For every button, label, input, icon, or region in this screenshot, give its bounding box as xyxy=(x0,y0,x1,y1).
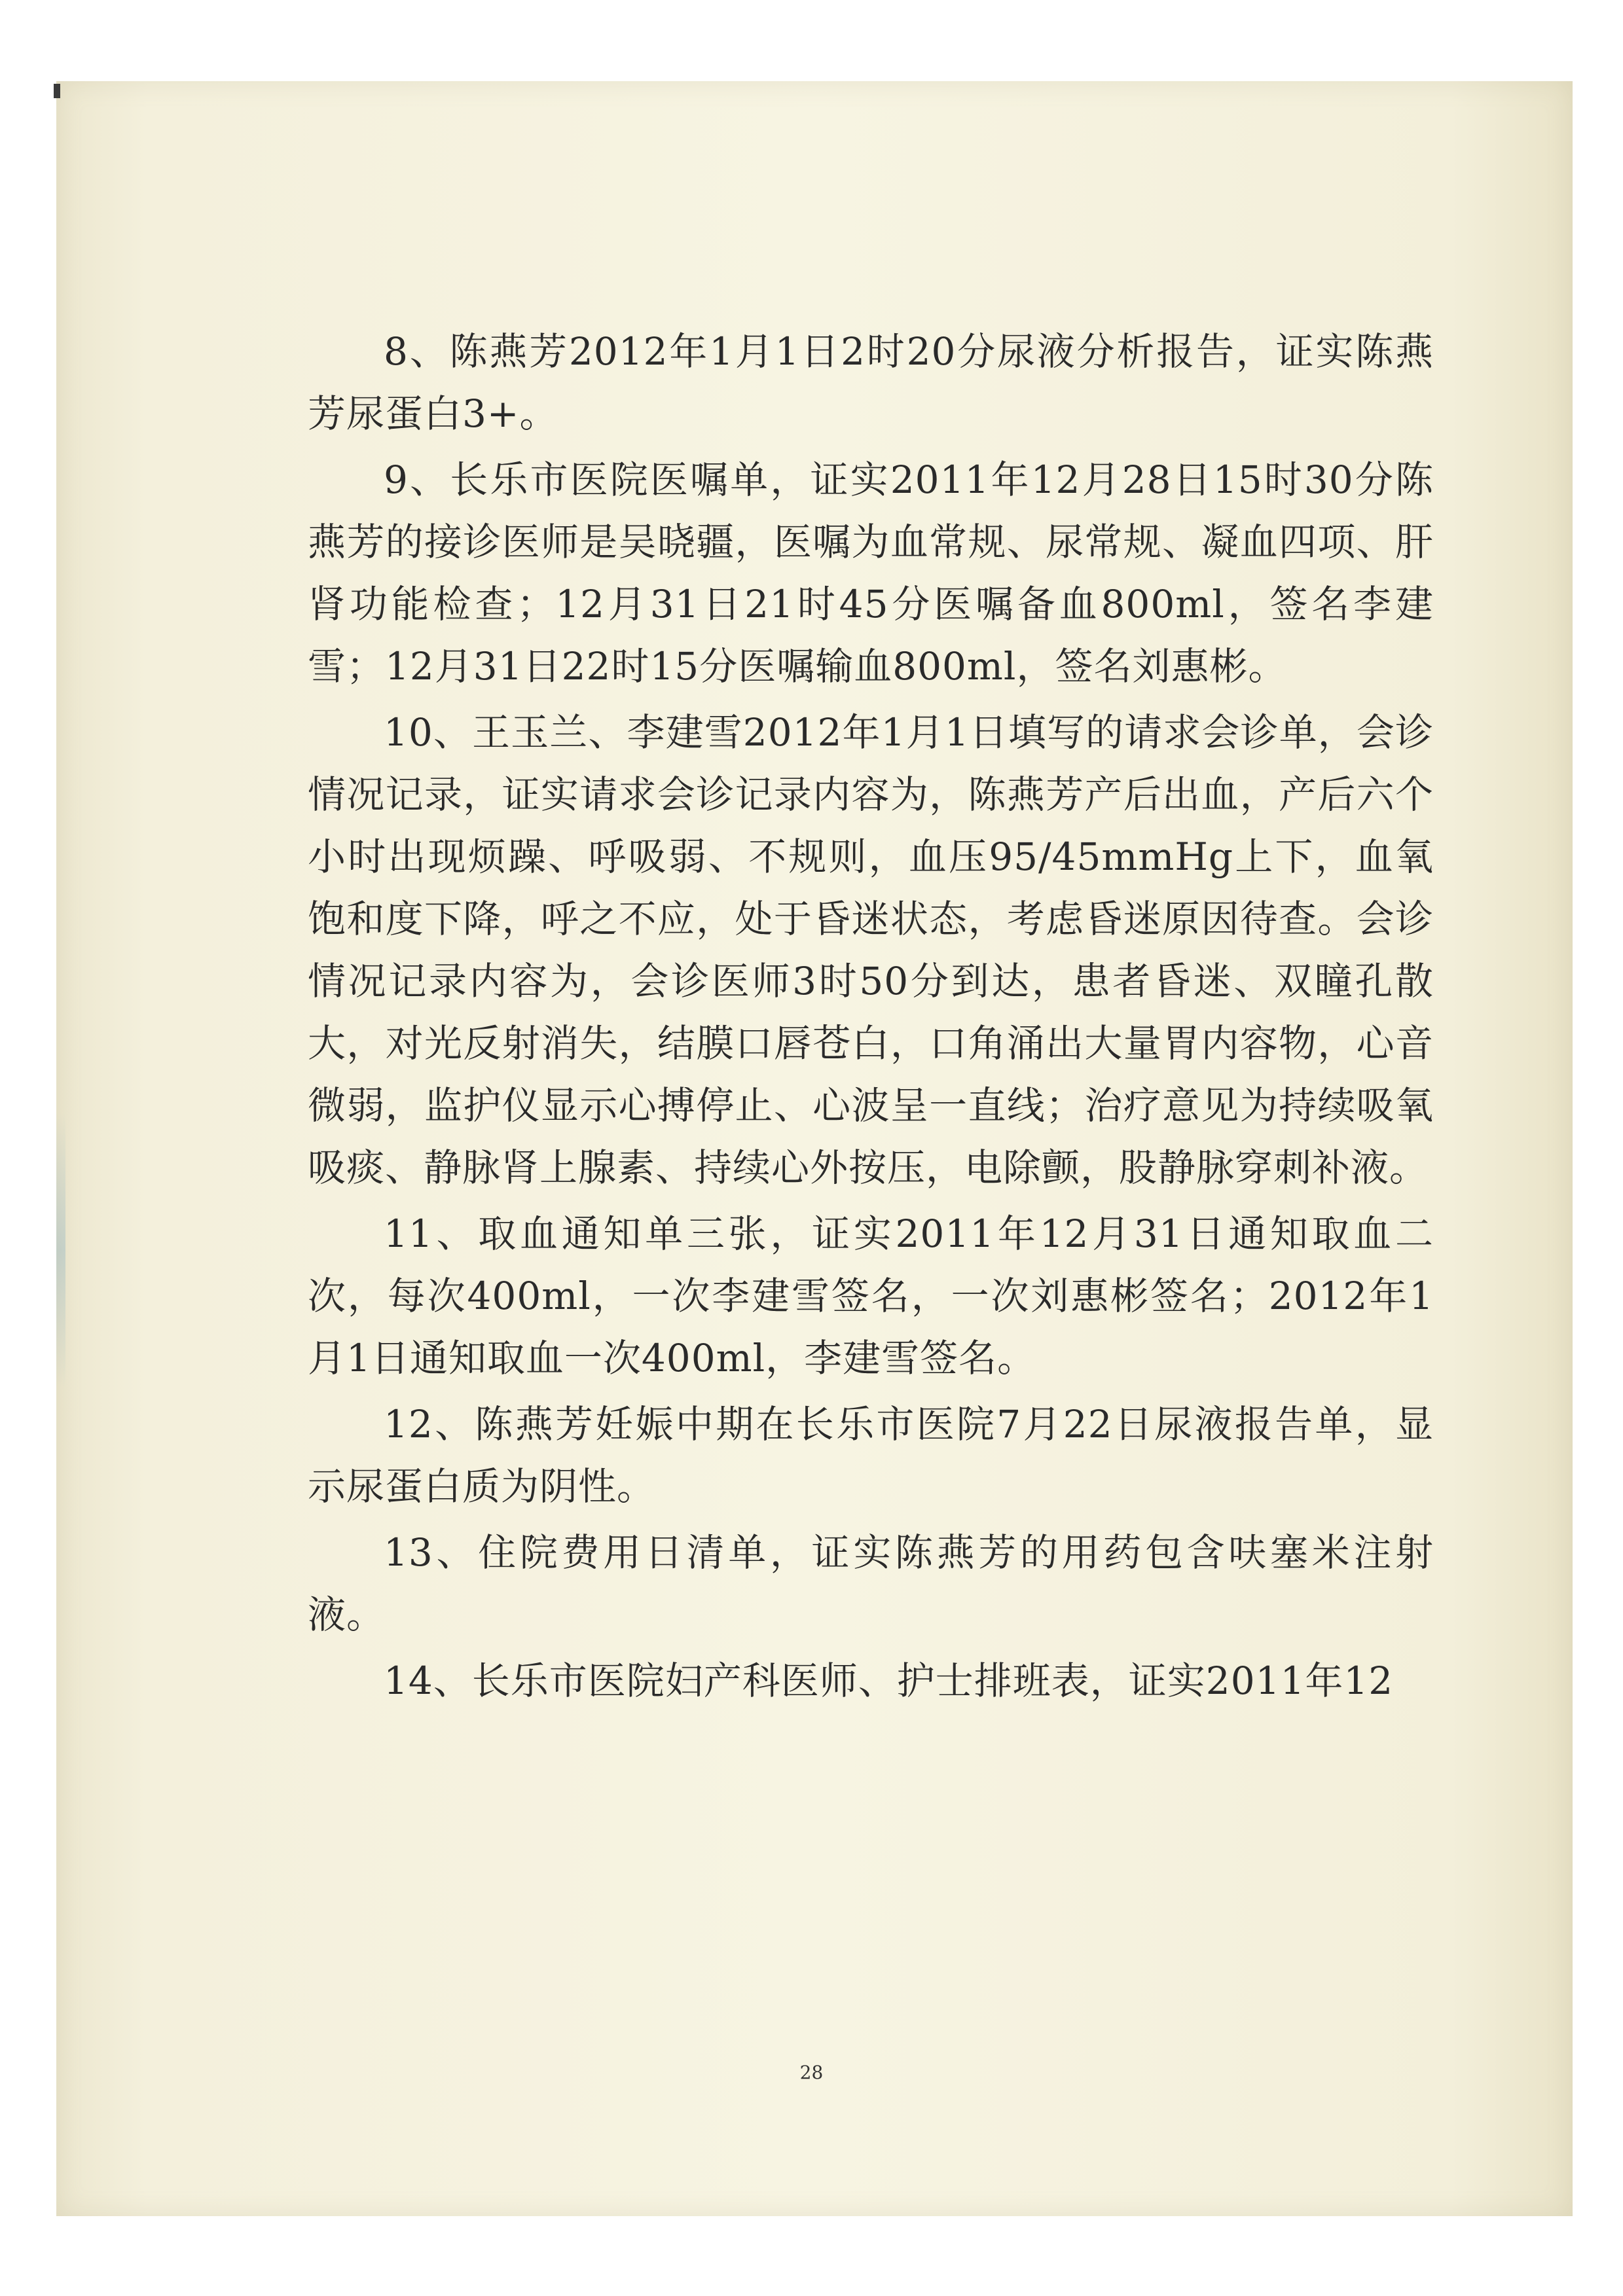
paragraph-item-10: 10、王玉兰、李建雪2012年1月1日填写的请求会诊单，会诊情况记录，证实请求会诊记录内容为，陈燕芳产后出血，产后六个小时出现烦躁、呼吸弱、不规则，血压95/45mmHg上下，血氧饱和度下降，呼之不应，处于昏迷状态，考虑昏迷原因待查。会诊情况记录内容为，会诊医师3时50分到达，患者昏迷、双瞳孔散大，对光反射消失，结膜口唇苍白，口角涌出大量胃内容物，心音微弱，监护仪显示心搏停止、心波呈一直线；治疗意见为持续吸氧吸痰、静脉肾上腺素、持续心外按压，电除颤，股静脉穿刺补液。 xyxy=(308,710,1434,1190)
paragraph-item-9: 9、长乐市医院医嘱单，证实2011年12月28日15时30分陈燕芳的接诊医师是吴晓疆，医嘱为血常规、尿常规、凝血四项、肝肾功能检查；12月31日21时45分医嘱备血800ml，签名李建雪；12月31日22时15分医嘱输血800ml，签名刘惠彬。 xyxy=(308,457,1434,689)
document-body xyxy=(308,321,1434,1716)
page-number: 28 xyxy=(799,2062,824,2083)
paragraph-item-13: 13、住院费用日清单，证实陈燕芳的用药包含呋塞米注射液。 xyxy=(308,1530,1434,1637)
paragraph-item-14: 14、长乐市医院妇产科医师、护士排班表，证实2011年12 xyxy=(384,1659,1394,1703)
scan-corner-mark xyxy=(54,84,60,98)
paragraph-item-11: 11、取血通知单三张，证实2011年12月31日通知取血二次，每次400ml，一次李建雪签名，一次刘惠彬签名；2012年1月1日通知取血一次400ml，李建雪签名。 xyxy=(308,1211,1434,1380)
binding-edge xyxy=(56,1113,65,1388)
paragraph-item-12: 12、陈燕芳妊娠中期在长乐市医院7月22日尿液报告单，显示尿蛋白质为阴性。 xyxy=(308,1402,1434,1509)
paragraph-item-8: 8、陈燕芳2012年1月1日2时20分尿液分析报告，证实陈燕芳尿蛋白3+。 xyxy=(308,329,1434,436)
